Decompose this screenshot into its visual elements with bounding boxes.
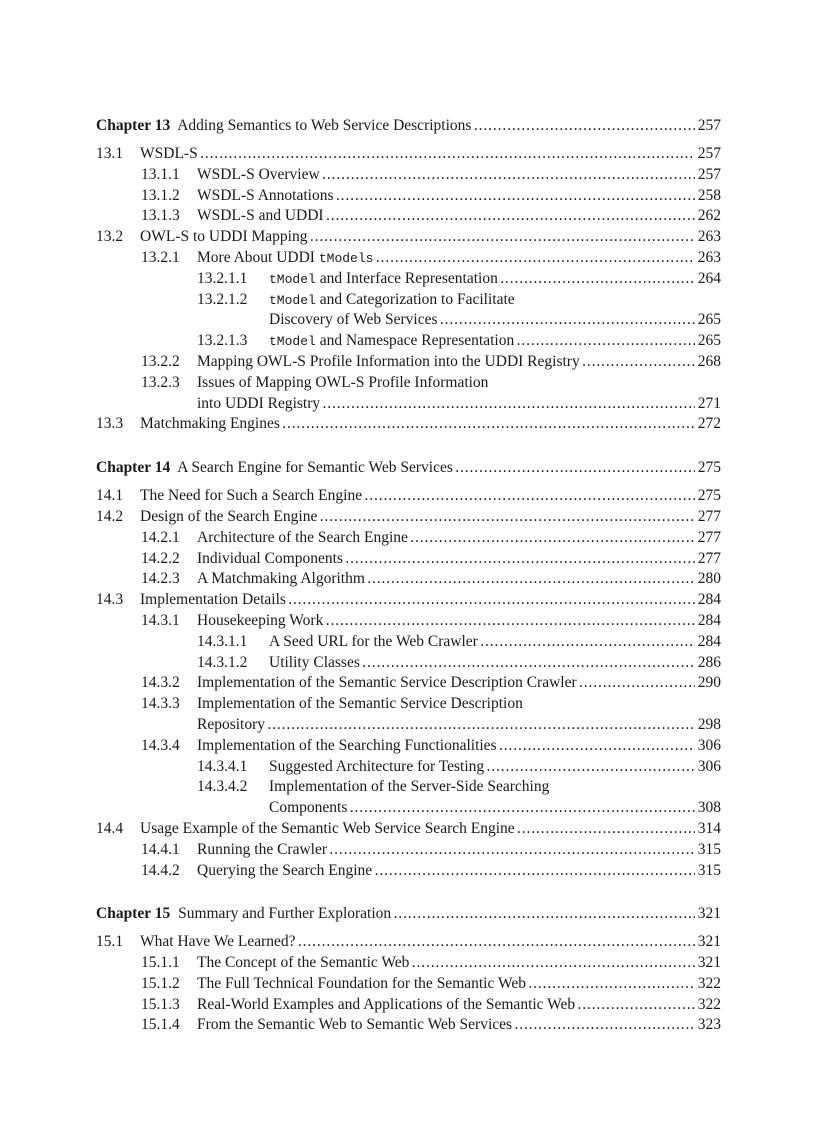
- entry-text: [197, 290, 721, 311]
- section-number: 13.1.3: [141, 207, 180, 225]
- toc-entry[interactable]: [96, 352, 721, 373]
- entry-text: [197, 269, 721, 290]
- toc-entry[interactable]: [96, 1015, 721, 1036]
- toc-entry[interactable]: [96, 373, 721, 394]
- entry-text: [141, 611, 721, 632]
- entry-text: [141, 186, 721, 207]
- toc-entry[interactable]: [96, 310, 721, 331]
- toc-entry[interactable]: [96, 590, 721, 611]
- entry-text: [141, 974, 721, 995]
- entry-text: [141, 248, 721, 269]
- entry-text: [141, 736, 721, 757]
- toc-entry[interactable]: [96, 974, 721, 995]
- page-number: 257: [695, 144, 721, 165]
- page-number: 271: [695, 394, 721, 415]
- section-number: 14.2.1: [141, 528, 180, 546]
- toc-entry[interactable]: [96, 953, 721, 974]
- section-title: A Matchmaking Algorithm: [197, 570, 365, 588]
- toc-entry[interactable]: [96, 694, 721, 715]
- chapter-block: [96, 114, 721, 435]
- section-title: What Have We Learned?: [140, 933, 296, 951]
- section-number: 14.3.4.2: [197, 778, 248, 796]
- page-number: 280: [695, 569, 721, 590]
- toc-entry[interactable]: [96, 331, 721, 352]
- section-number: 15.1.4: [141, 1016, 180, 1034]
- section-title: Matchmaking Engines: [140, 415, 280, 433]
- section-number: 13.2.3: [141, 373, 180, 391]
- chapter-heading[interactable]: [96, 456, 721, 480]
- entry-text: [141, 840, 721, 861]
- page-number: 268: [695, 352, 721, 373]
- section-number: 14.2.3: [141, 570, 180, 588]
- page-number: 286: [695, 653, 721, 674]
- toc-entry[interactable]: [96, 290, 721, 311]
- section-title: Components: [269, 799, 348, 817]
- section-number: 15.1.1: [141, 954, 180, 972]
- section-number: 13.2.1.2: [197, 290, 248, 308]
- page-number: 322: [695, 995, 721, 1016]
- entry-text: [96, 590, 721, 611]
- toc-entry[interactable]: [96, 932, 721, 953]
- toc-entry[interactable]: [96, 611, 721, 632]
- section-number: 13.2.1.3: [197, 332, 248, 350]
- toc-entry[interactable]: [96, 995, 721, 1016]
- entry-text: [141, 206, 721, 227]
- page-number: 298: [695, 715, 721, 736]
- entry-text: [141, 569, 721, 590]
- section-title: Implementation Details: [140, 591, 286, 609]
- toc-entry[interactable]: [96, 569, 721, 590]
- entry-text: [96, 414, 721, 435]
- page-number: 321: [695, 953, 721, 974]
- page-number: 308: [695, 798, 721, 819]
- section-number: 14.3.4.1: [197, 757, 248, 775]
- table-of-contents: [96, 114, 721, 1057]
- toc-entry[interactable]: [96, 507, 721, 528]
- entry-text: [96, 507, 721, 528]
- toc-entry[interactable]: [96, 840, 721, 861]
- chapter-title: Summary and Further Exploration: [174, 905, 392, 923]
- section-title: Discovery of Web Services: [269, 311, 438, 329]
- entry-text: [141, 861, 721, 882]
- toc-entry[interactable]: [96, 227, 721, 248]
- section-title: From the Semantic Web to Semantic Web Services: [197, 1016, 513, 1034]
- entry-text: [141, 995, 721, 1016]
- entry-text: [96, 486, 721, 507]
- toc-entry[interactable]: [96, 186, 721, 207]
- page-number: 322: [695, 974, 721, 995]
- section-title: WSDL-S: [140, 145, 198, 162]
- toc-entry[interactable]: [96, 757, 721, 778]
- toc-entry[interactable]: [96, 206, 721, 227]
- page-number: 277: [695, 507, 721, 528]
- entry-text: [197, 331, 721, 352]
- page-number: 275: [695, 456, 721, 480]
- toc-entry[interactable]: [96, 394, 721, 415]
- section-title: Implementation of the Searching Functionalities: [197, 736, 497, 754]
- page-number: 265: [695, 331, 721, 352]
- chapter-block: [96, 902, 721, 1036]
- section-number: 13.1.2: [141, 186, 180, 204]
- entry-text: [197, 757, 721, 778]
- section-title: Issues of Mapping OWL-S Profile Information: [197, 373, 489, 391]
- section-number: 13.2.1: [141, 248, 180, 266]
- toc-entry[interactable]: [96, 673, 721, 694]
- code-term: tModel: [269, 292, 316, 308]
- page-number: 284: [695, 590, 721, 611]
- section-title: Housekeeping Work: [197, 611, 324, 629]
- section-title: A Seed URL for the Web Crawler: [269, 632, 478, 650]
- section-title: Utility Classes: [269, 653, 360, 671]
- section-title: Implementation of the Semantic Service Description: [197, 695, 523, 713]
- chapter-heading[interactable]: [96, 114, 721, 138]
- page-number: 306: [695, 757, 721, 778]
- page-number: 258: [695, 186, 721, 207]
- section-title: The Concept of the Semantic Web: [197, 954, 410, 972]
- chapter-heading[interactable]: [96, 902, 721, 926]
- section-number: 14.3.1: [141, 611, 180, 629]
- section-number: 13.2.1.1: [197, 269, 248, 287]
- code-term: tModel: [269, 271, 316, 287]
- page-number: 277: [695, 549, 721, 570]
- page-number: 323: [695, 1015, 721, 1036]
- section-title: Repository: [197, 715, 266, 733]
- section-title: The Full Technical Foundation for the Semantic Web: [197, 974, 526, 992]
- page-number: 272: [695, 414, 721, 435]
- toc-entry[interactable]: [96, 798, 721, 819]
- entry-text: [141, 953, 721, 974]
- page-number: 284: [695, 632, 721, 653]
- section-title: Real-World Examples and Applications of the Semantic Web: [197, 995, 576, 1013]
- toc-entry[interactable]: [96, 715, 721, 736]
- section-title: WSDL-S and UDDI: [197, 207, 324, 225]
- code-term: tModel: [269, 334, 316, 350]
- section-title: Architecture of the Search Engine: [197, 528, 408, 546]
- section-number: 13.3: [96, 415, 124, 433]
- page-number: 265: [695, 310, 721, 331]
- page-number: 315: [695, 861, 721, 882]
- entry-text: [141, 352, 721, 373]
- section-number: 15.1: [96, 933, 124, 951]
- section-number: 14.2: [96, 507, 124, 525]
- entry-text: [141, 373, 721, 394]
- toc-entry[interactable]: [96, 414, 721, 435]
- section-title: Usage Example of the Semantic Web Service Search Engine: [140, 819, 515, 837]
- section-title: Querying the Search Engine: [197, 861, 373, 879]
- toc-entry[interactable]: [96, 861, 721, 882]
- section-number: 15.1.2: [141, 974, 180, 992]
- section-title: Implementation of the Server-Side Searching: [269, 778, 550, 796]
- section-number: 14.3.1.1: [197, 632, 248, 650]
- page-number: 263: [695, 227, 721, 248]
- page-number: 321: [695, 902, 721, 926]
- page-number: 262: [695, 206, 721, 227]
- entry-text: [96, 144, 721, 165]
- chapter-title: Adding Semantics to Web Service Descriptions: [174, 117, 472, 134]
- section-number: 13.2.2: [141, 352, 180, 370]
- page-number: 275: [695, 486, 721, 507]
- page-number: 315: [695, 840, 721, 861]
- chapter-title-line: [96, 902, 721, 926]
- chapter-title: A Search Engine for Semantic Web Services: [174, 459, 453, 477]
- toc-entry[interactable]: [96, 777, 721, 798]
- chapter-label: Chapter 13: [96, 117, 171, 134]
- toc-entry[interactable]: [96, 653, 721, 674]
- entry-text: [141, 549, 721, 570]
- entry-text: [269, 798, 721, 819]
- toc-entry[interactable]: [96, 549, 721, 570]
- section-number: 15.1.3: [141, 995, 180, 1013]
- section-title: WSDL-S Annotations: [197, 186, 334, 204]
- section-title: More About UDDI: [197, 248, 319, 266]
- section-title: WSDL-S Overview: [197, 165, 320, 183]
- section-title: into UDDI Registry: [197, 394, 321, 412]
- entry-text: [197, 715, 721, 736]
- toc-entry[interactable]: [96, 165, 721, 186]
- entry-text: [197, 653, 721, 674]
- page-number: 264: [695, 269, 721, 290]
- entry-text: [141, 694, 721, 715]
- section-number: 14.1: [96, 487, 124, 505]
- section-number: 14.2.2: [141, 549, 180, 567]
- section-number: 14.4.1: [141, 840, 180, 858]
- entry-text: [269, 310, 721, 331]
- section-number: 14.3.4: [141, 736, 180, 754]
- chapter-label: Chapter 15: [96, 905, 171, 923]
- page-number: 290: [695, 673, 721, 694]
- toc-entry[interactable]: [96, 486, 721, 507]
- toc-entry[interactable]: [96, 144, 721, 165]
- chapter-title-line: [96, 114, 721, 138]
- section-title: Mapping OWL-S Profile Information into the UDDI Registry: [197, 352, 580, 370]
- section-title: Design of the Search Engine: [140, 507, 318, 525]
- section-title: Individual Components: [197, 549, 343, 567]
- section-title: and Namespace Representation: [315, 332, 515, 350]
- section-title: and Interface Representation: [315, 269, 498, 287]
- chapter-title-line: [96, 456, 721, 480]
- entry-text: [197, 394, 721, 415]
- section-title: OWL-S to UDDI Mapping: [140, 228, 308, 246]
- toc-entry[interactable]: [96, 528, 721, 549]
- section-number: 14.3.2: [141, 674, 180, 692]
- entry-text: [141, 165, 721, 186]
- toc-entry[interactable]: [96, 736, 721, 757]
- entry-text: [197, 632, 721, 653]
- section-number: 13.2: [96, 228, 124, 246]
- section-number: 14.3.1.2: [197, 653, 248, 671]
- entry-text: [141, 528, 721, 549]
- page-number: 257: [695, 114, 721, 138]
- page-number: 257: [695, 165, 721, 186]
- section-title: and Categorization to Facilitate: [315, 290, 515, 308]
- entry-text: [96, 932, 721, 953]
- page-number: 263: [695, 248, 721, 269]
- section-title: Suggested Architecture for Testing: [269, 757, 485, 775]
- section-title: The Need for Such a Search Engine: [140, 487, 363, 505]
- section-number: 13.1.1: [141, 165, 180, 183]
- toc-entry[interactable]: [96, 819, 721, 840]
- section-title: Running the Crawler: [197, 840, 328, 858]
- toc-entry[interactable]: [96, 632, 721, 653]
- chapter-label: Chapter 14: [96, 459, 171, 477]
- page-number: 314: [695, 819, 721, 840]
- page-number: 321: [695, 932, 721, 953]
- code-term: tModels: [318, 250, 374, 266]
- entry-text: [141, 673, 721, 694]
- toc-entry[interactable]: [96, 248, 721, 269]
- section-title: Implementation of the Semantic Service Description Crawler: [197, 674, 577, 692]
- section-number: 14.4.2: [141, 861, 180, 879]
- page-number: 284: [695, 611, 721, 632]
- entry-text: [141, 1015, 721, 1036]
- page-number: 306: [695, 736, 721, 757]
- toc-entry[interactable]: [96, 269, 721, 290]
- entry-text: [197, 777, 721, 798]
- entry-text: [96, 819, 721, 840]
- chapter-block: [96, 456, 721, 881]
- section-number: 14.3: [96, 591, 124, 609]
- section-number: 14.4: [96, 819, 124, 837]
- page-number: 277: [695, 528, 721, 549]
- section-number: 13.1: [96, 145, 124, 162]
- section-number: 14.3.3: [141, 695, 180, 713]
- entry-text: [96, 227, 721, 248]
